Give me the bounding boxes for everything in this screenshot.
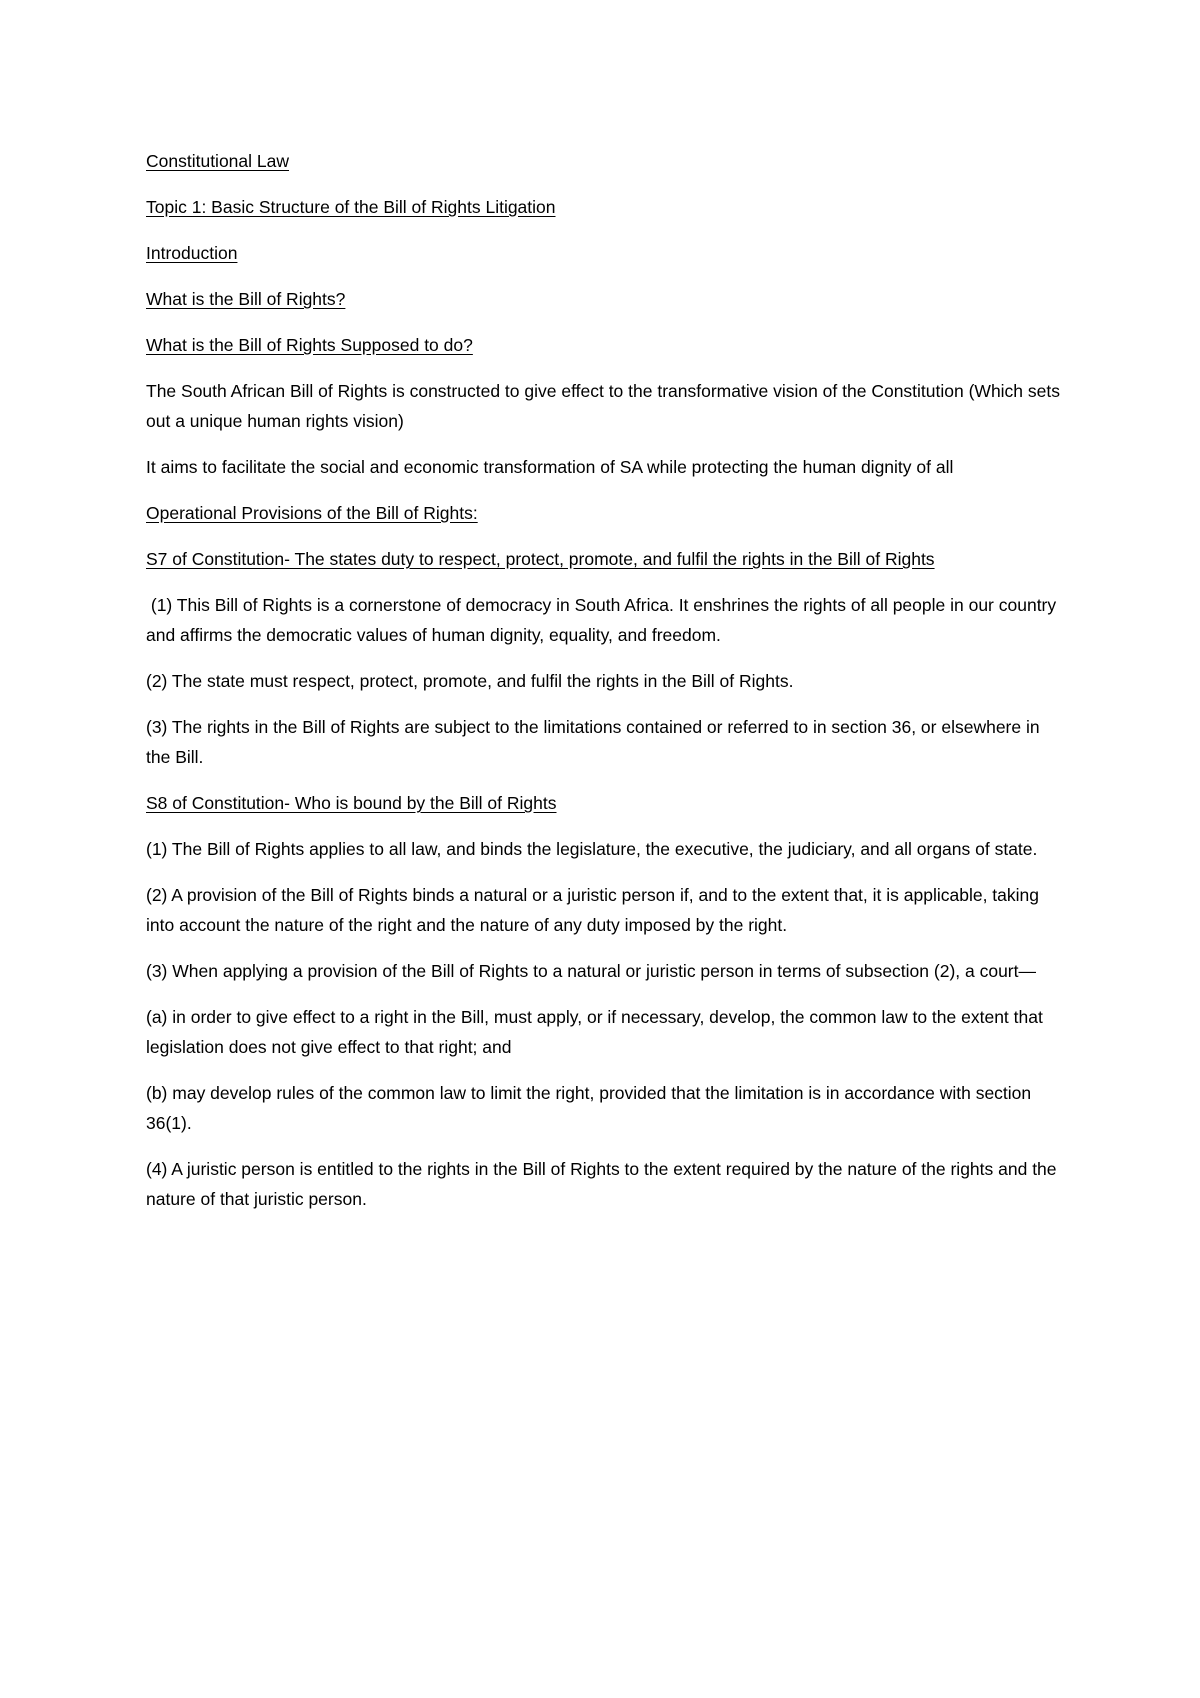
clause-number: (a) [146,1007,168,1027]
topic-heading: Topic 1: Basic Structure of the Bill of Rights Litigation [146,197,556,217]
clause-text: in order to give effect to a right in the Bill, must apply, or if necessary, develop, the common law to the extent that legislation does not give effect to that right; and [146,1007,1043,1057]
clause-text: This Bill of Rights is a cornerstone of democracy in South Africa. It enshrines the rights of all people in our country and affirms the democratic values of human dignity, equality, and freedom. [146,595,1057,645]
clause-number: (b) [146,1083,168,1103]
document-body [146,146,1061,1230]
paragraph-aims: It aims to facilitate the social and economic transformation of SA while protecting the human dignity of all [146,457,954,477]
clause-number: (2) [146,885,168,905]
clause-text: The rights in the Bill of Rights are subject to the limitations contained or referred to in section 36, or elsewhere in the Bill. [146,717,1040,767]
clause-text: When applying a provision of the Bill of Rights to a natural or juristic person in terms of subsection (2), a court— [167,961,1036,981]
clause-number: (1) [146,839,168,859]
clause-number: (4) [146,1159,168,1179]
s8-clause-1 [146,834,1061,864]
clause-text: may develop rules of the common law to limit the right, provided that the limitation is in accordance with section 36(1). [146,1083,1032,1133]
s8-clause-3b [146,1078,1061,1138]
s7-clause-3 [146,712,1061,772]
operational-provisions-heading: Operational Provisions of the Bill of Rights: [146,503,478,523]
question-what-supposed-to-do: What is the Bill of Rights Supposed to do? [146,335,473,355]
paragraph-transformative-vision: The South African Bill of Rights is constructed to give effect to the transformative vision of the Constitution (Which sets out a unique human rights vision) [146,381,1060,431]
s8-clause-3a [146,1002,1061,1062]
s8-clause-2 [146,880,1061,940]
s8-clause-3 [146,956,1061,986]
clause-number: (1) [150,595,173,615]
clause-text: The state must respect, protect, promote, and fulfil the rights in the Bill of Rights. [167,671,794,691]
s7-heading: S7 of Constitution- The states duty to respect, protect, promote, and fulfil the rights in the Bill of Rights [146,549,935,569]
s7-clause-2 [146,666,1061,696]
s8-clause-4 [146,1154,1061,1214]
s8-heading: S8 of Constitution- Who is bound by the Bill of Rights [146,793,557,813]
clause-number: (3) [146,717,168,737]
clause-number: (3) [146,961,168,981]
clause-number: (2) [146,671,168,691]
introduction-heading: Introduction [146,243,238,263]
clause-text: A provision of the Bill of Rights binds a natural or a juristic person if, and to the extent that, it is applicable, taking into account the nature of the right and the nature of any duty imposed by the right. [146,885,1039,935]
question-what-is-bill: What is the Bill of Rights? [146,289,346,309]
clause-text: A juristic person is entitled to the rights in the Bill of Rights to the extent required by the nature of the rights and the nature of that juristic person. [146,1159,1057,1209]
clause-text: The Bill of Rights applies to all law, and binds the legislature, the executive, the judiciary, and all organs of state. [167,839,1038,859]
s7-clause-1 [146,590,1061,650]
document-title: Constitutional Law [146,151,289,171]
